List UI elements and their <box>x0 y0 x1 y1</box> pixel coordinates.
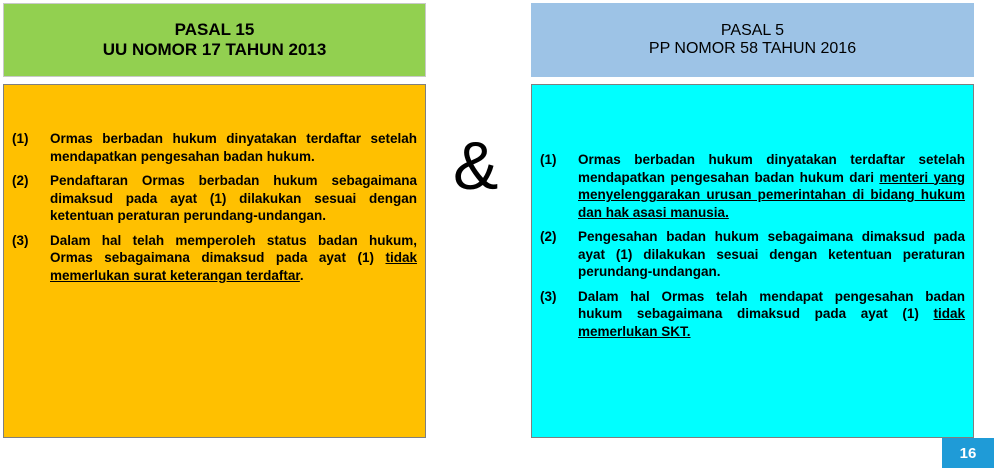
item-number: (3) <box>12 232 29 248</box>
item-text <box>578 151 965 221</box>
list-item <box>540 151 965 221</box>
right-header <box>531 3 974 77</box>
item-text: Ormas berbadan hukum dinyatakan terdaftar setelah mendapatkan pengesahan badan hukum. <box>50 131 417 164</box>
list-item <box>12 232 417 285</box>
item-text-underlined: menteri yang menyelenggarakan urusan pemerintahan di bidang hukum dan hak asasi manusia. <box>578 169 965 220</box>
item-text-underlined: tidak memerlukan surat keterangan terdaftar <box>50 250 417 283</box>
left-header-subtitle: UU NOMOR 17 TAHUN 2013 <box>102 40 327 59</box>
right-header-subtitle: PP NOMOR 58 TAHUN 2016 <box>648 40 857 57</box>
item-number: (3) <box>540 288 557 304</box>
item-text-plain: Ormas berbadan hukum dinyatakan terdaftar setelah mendapatkan pengesahan badan hukum dari <box>578 152 965 185</box>
item-text: Pendaftaran Ormas berbadan hukum sebagaimana dimaksud pada ayat (1) dilakukan sesuai dengan ketentuan peraturan perundang-undangan. <box>50 173 417 224</box>
item-number: (2) <box>12 173 29 189</box>
right-header-title: PASAL 5 <box>720 21 785 39</box>
item-text: Pengesahan badan hukum sebagaimana dimaksud pada ayat (1) dilakukan sesuai dengan ketentuan peraturan perundang-undangan. <box>578 229 965 280</box>
item-text <box>50 232 417 285</box>
item-text-end: . <box>299 267 304 283</box>
list-item <box>540 288 965 341</box>
left-header-title: PASAL 15 <box>174 20 255 40</box>
item-text-plain: Dalam hal Ormas telah mendapat pengesahan badan hukum sebagaimana dimaksud pada ayat (1) <box>578 288 965 322</box>
left-panel <box>3 84 426 438</box>
right-panel <box>531 84 974 438</box>
page-number-badge: 16 <box>942 438 994 468</box>
list-item <box>12 172 417 225</box>
list-item <box>540 228 965 281</box>
list-item <box>12 130 417 165</box>
item-number: (2) <box>540 229 557 245</box>
item-number: (1) <box>12 131 29 146</box>
left-header <box>3 3 426 77</box>
item-text-underlined: tidak memerlukan SKT. <box>578 306 965 339</box>
item-text <box>578 288 965 341</box>
item-number: (1) <box>540 152 557 167</box>
item-text-plain: Dalam hal telah memperoleh status badan hukum, Ormas sebagaimana dimaksud pada ayat (1) <box>50 232 417 266</box>
ampersand-symbol: & <box>453 128 499 204</box>
